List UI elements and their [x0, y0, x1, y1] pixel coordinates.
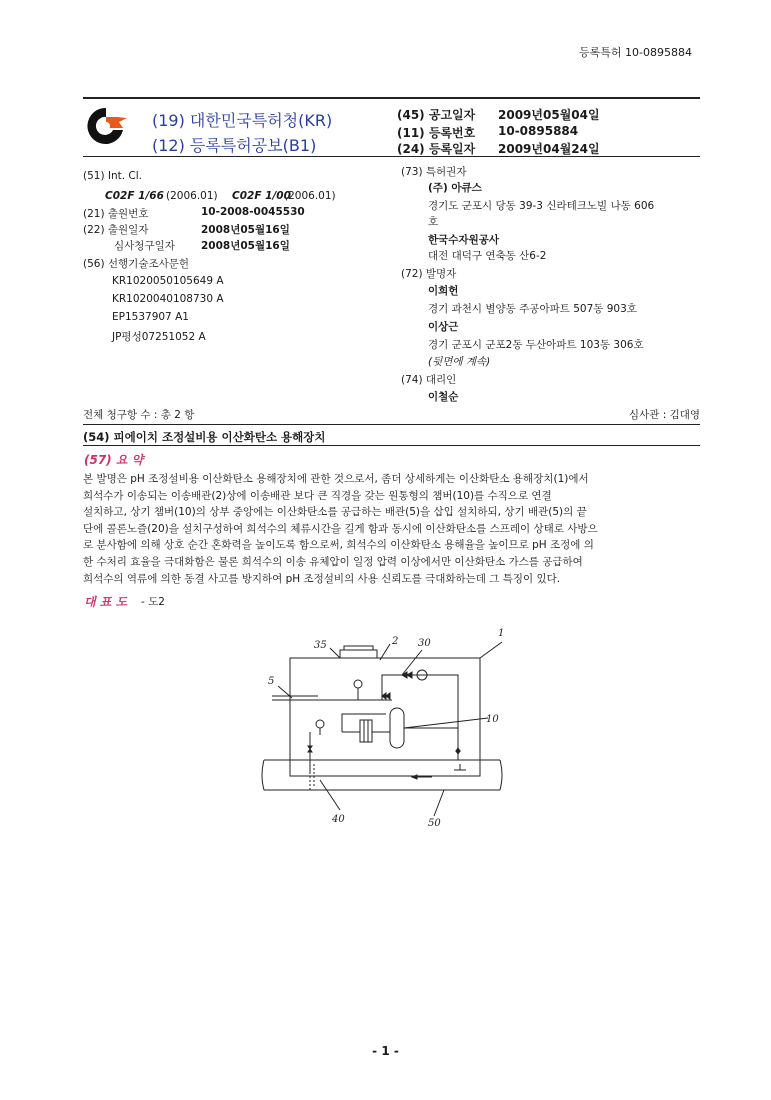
abstract-body: [83, 471, 700, 587]
fig-label-5: 5: [268, 676, 275, 687]
top-rule: [83, 97, 700, 99]
application-number-label: (21) 출원번호: [83, 208, 149, 220]
patentee-1-address-cont: 호: [428, 216, 439, 228]
application-number: 10-2008-0045530: [201, 206, 305, 218]
inventor-1: 이희헌: [428, 285, 459, 297]
int-cl-2-year: (2006.01): [284, 190, 336, 202]
representative-figure-drawing: [262, 620, 505, 830]
abstract-line: 희석수의 역류에 의한 동결 사고를 방지하여 pH 조정설비의 사용 신뢰도를 극대화하는데 그 특징이 있다.: [83, 572, 561, 585]
prior-art-label: (56) 선행기술조사문헌: [83, 258, 190, 270]
int-cl-label: (51) Int. Cl.: [83, 170, 143, 182]
patentee-label: (73) 특허권자: [401, 166, 467, 178]
invention-title: (54) 피에이치 조정설비용 이산화탄소 용해장치: [83, 430, 326, 444]
registration-date-label: (24) 등록일자: [397, 142, 476, 156]
prior-art-item: JP평성07251052 A: [112, 331, 206, 343]
continued-note: (뒷면에 계속): [428, 356, 491, 368]
inventor-2: 이상근: [428, 321, 459, 333]
fig-label-2: 2: [392, 636, 399, 647]
int-cl-1-year: (2006.01): [166, 190, 218, 202]
abstract-line: 설치하고, 상기 챔버(10)의 상부 중앙에는 이산화탄소를 공급하는 배관(5)을 삽입 설치하되, 상기 배관(5)의 끝: [83, 506, 587, 519]
representative-figure-value: - 도2: [141, 596, 165, 608]
examiner: 심사관 : 김대영: [628, 409, 700, 421]
title-rule: [83, 156, 700, 157]
registration-number: 10-0895884: [498, 124, 579, 138]
abstract-line: 한 수처리 효율을 극대화함은 물론 희석수의 이송 유체압이 일정 압력 이상에서만 이산화탄소 가스를 공급하여: [83, 555, 583, 568]
prior-art-item: KR1020040108730 A: [112, 293, 224, 305]
total-claims: 전체 청구항 수 : 총 2 항: [83, 409, 195, 421]
document-type: (12) 등록특허공보(B1): [152, 136, 317, 155]
fig-label-50: 50: [428, 818, 441, 829]
int-cl-1: C02F 1/66: [105, 190, 164, 202]
rule-below-title: [83, 445, 700, 446]
abstract-line: 단에 콜론노즐(20)을 설치구성하여 희석수의 체류시간을 길게 함과 동시에 이산화탄소를 스프레이 상태로 사방으: [83, 522, 598, 535]
page-number: - 1 -: [372, 1044, 399, 1058]
fig-label-1: 1: [498, 628, 505, 639]
inventor-1-address: 경기 과천시 별양동 주공아파트 507동 903호: [428, 303, 637, 315]
agent-label: (74) 대리인: [401, 374, 457, 386]
agent: 이철순: [428, 391, 459, 403]
patentee-2-address: 대전 대덕구 연축동 산6-2: [428, 250, 547, 262]
fig-label-35: 35: [314, 640, 327, 651]
abstract-line: 본 발명은 pH 조정설비용 이산화탄소 용해장치에 관한 것으로서, 좀더 상세하게는 이산화탄소 용해장치(1)에서: [83, 473, 589, 485]
prior-art-item: EP1537907 A1: [112, 311, 189, 323]
registration-number-label: (11) 등록번호: [397, 126, 476, 140]
registration-date: 2009년04월24일: [498, 142, 600, 156]
abstract-heading: (57) 요 약: [84, 453, 144, 467]
fig-label-30: 30: [418, 638, 431, 649]
inventor-2-address: 경기 군포시 군포2동 두산아파트 103동 306호: [428, 339, 644, 351]
inventor-label: (72) 발명자: [401, 268, 457, 280]
representative-figure-label: 대 표 도: [84, 595, 128, 609]
int-cl-2: C02F 1/00: [232, 190, 291, 202]
abstract-line: 로 분사함에 의해 상호 순간 혼화력을 높이도록 함으로써, 희석수의 이산화탄소 용해율을 높이므로 pH 조정에 의: [83, 539, 594, 552]
publication-date: 2009년05월04일: [498, 108, 600, 122]
patentee-2: 한국수자원공사: [428, 234, 500, 246]
header-registration-number: 등록특허 10-0895884: [579, 46, 692, 59]
patentee-1-address: 경기도 군포시 당동 39-3 신라테크노빌 나동 606: [428, 200, 655, 212]
office-name: (19) 대한민국특허청(KR): [152, 111, 333, 130]
prior-art-item: KR1020050105649 A: [112, 275, 224, 287]
rule-above-title: [83, 424, 700, 425]
publication-date-label: (45) 공고일자: [397, 108, 476, 122]
abstract-line: 희석수가 이송되는 이송배관(2)상에 이송배관 보다 큰 직경을 갖는 원통형의 챔버(10)를 수직으로 연결: [83, 489, 552, 502]
exam-request-date: 2008년05월16일: [201, 240, 290, 252]
patentee-1: (주) 아큐스: [428, 182, 482, 194]
application-date: 2008년05월16일: [201, 224, 290, 236]
fig-label-10: 10: [486, 714, 499, 725]
fig-label-40: 40: [332, 814, 345, 825]
kipo-logo-icon: [83, 104, 133, 148]
exam-request-date-label: 심사청구일자: [114, 240, 175, 252]
application-date-label: (22) 출원일자: [83, 224, 149, 236]
